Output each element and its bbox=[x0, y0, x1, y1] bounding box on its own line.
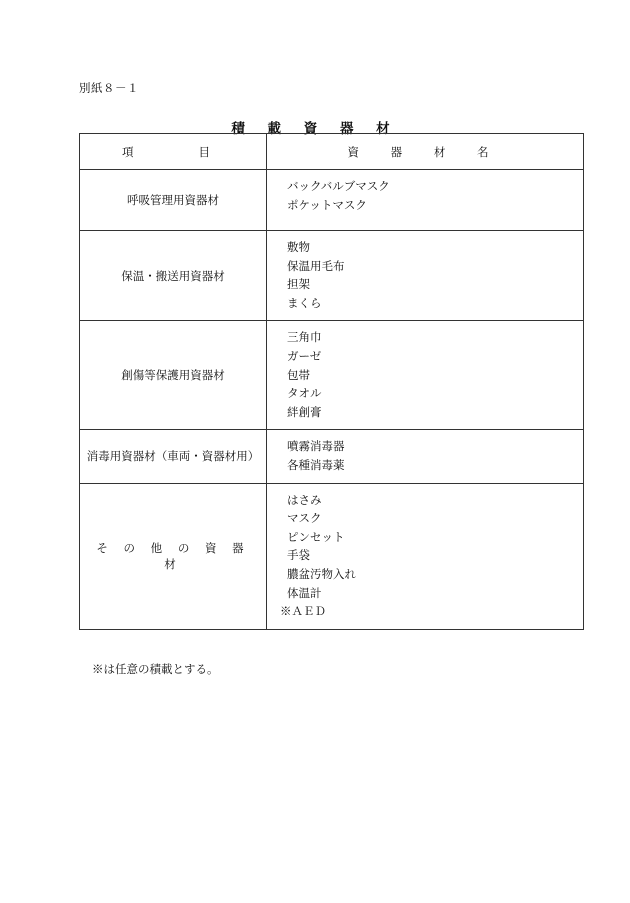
list-item: マスク bbox=[287, 511, 322, 526]
list-item: 噴霧消毒器 bbox=[287, 439, 345, 454]
list-item: 体温計 bbox=[287, 585, 322, 600]
category-cell: 創傷等保護用資器材 bbox=[80, 321, 267, 430]
category-cell: 消毒用資器材（車両・資器材用） bbox=[80, 430, 267, 483]
list-item: 三角巾 bbox=[287, 330, 322, 345]
footnote: ※は任意の積載とする。 bbox=[92, 662, 219, 676]
page-title: 積 載 資 器 材 bbox=[231, 121, 399, 137]
list-item: まくら bbox=[287, 295, 322, 310]
items-cell bbox=[267, 483, 584, 629]
list-item: 絆創膏 bbox=[287, 404, 322, 419]
table-row bbox=[80, 483, 584, 629]
list-item: 担架 bbox=[287, 277, 310, 292]
table-row bbox=[80, 430, 584, 483]
list-item: 膿盆汚物入れ bbox=[287, 566, 356, 581]
list-item: はさみ bbox=[287, 492, 322, 507]
list-item: タオル bbox=[287, 386, 322, 401]
list-item: ピンセット bbox=[287, 529, 345, 544]
list-item: ガーゼ bbox=[287, 348, 322, 363]
table-header-row bbox=[80, 134, 584, 170]
header-item: 項 目 bbox=[80, 134, 267, 170]
category-cell: 保温・搬送用資器材 bbox=[80, 231, 267, 321]
items-cell bbox=[267, 430, 584, 483]
header-materials: 資 器 材 名 bbox=[267, 134, 584, 170]
document-reference: 別紙８－１ bbox=[79, 81, 139, 95]
table-row bbox=[80, 231, 584, 321]
list-item: バックバルブマスク bbox=[287, 179, 390, 193]
list-item: 手袋 bbox=[287, 548, 310, 563]
category-cell: 呼吸管理用資器材 bbox=[80, 170, 267, 231]
items-cell bbox=[267, 231, 584, 321]
items-cell bbox=[267, 170, 584, 231]
list-item: ※ＡＥＤ bbox=[280, 604, 326, 619]
table-row bbox=[80, 321, 584, 430]
items-cell bbox=[267, 321, 584, 430]
category-cell: そ の 他 の 資 器 材 bbox=[80, 483, 267, 629]
list-item: ポケットマスク bbox=[287, 197, 367, 212]
list-item: 敷物 bbox=[287, 240, 310, 254]
materials-table bbox=[79, 133, 584, 630]
table-row bbox=[80, 170, 584, 231]
list-item: 保温用毛布 bbox=[287, 258, 345, 273]
list-item: 包帯 bbox=[287, 367, 310, 382]
list-item: 各種消毒薬 bbox=[287, 457, 345, 472]
